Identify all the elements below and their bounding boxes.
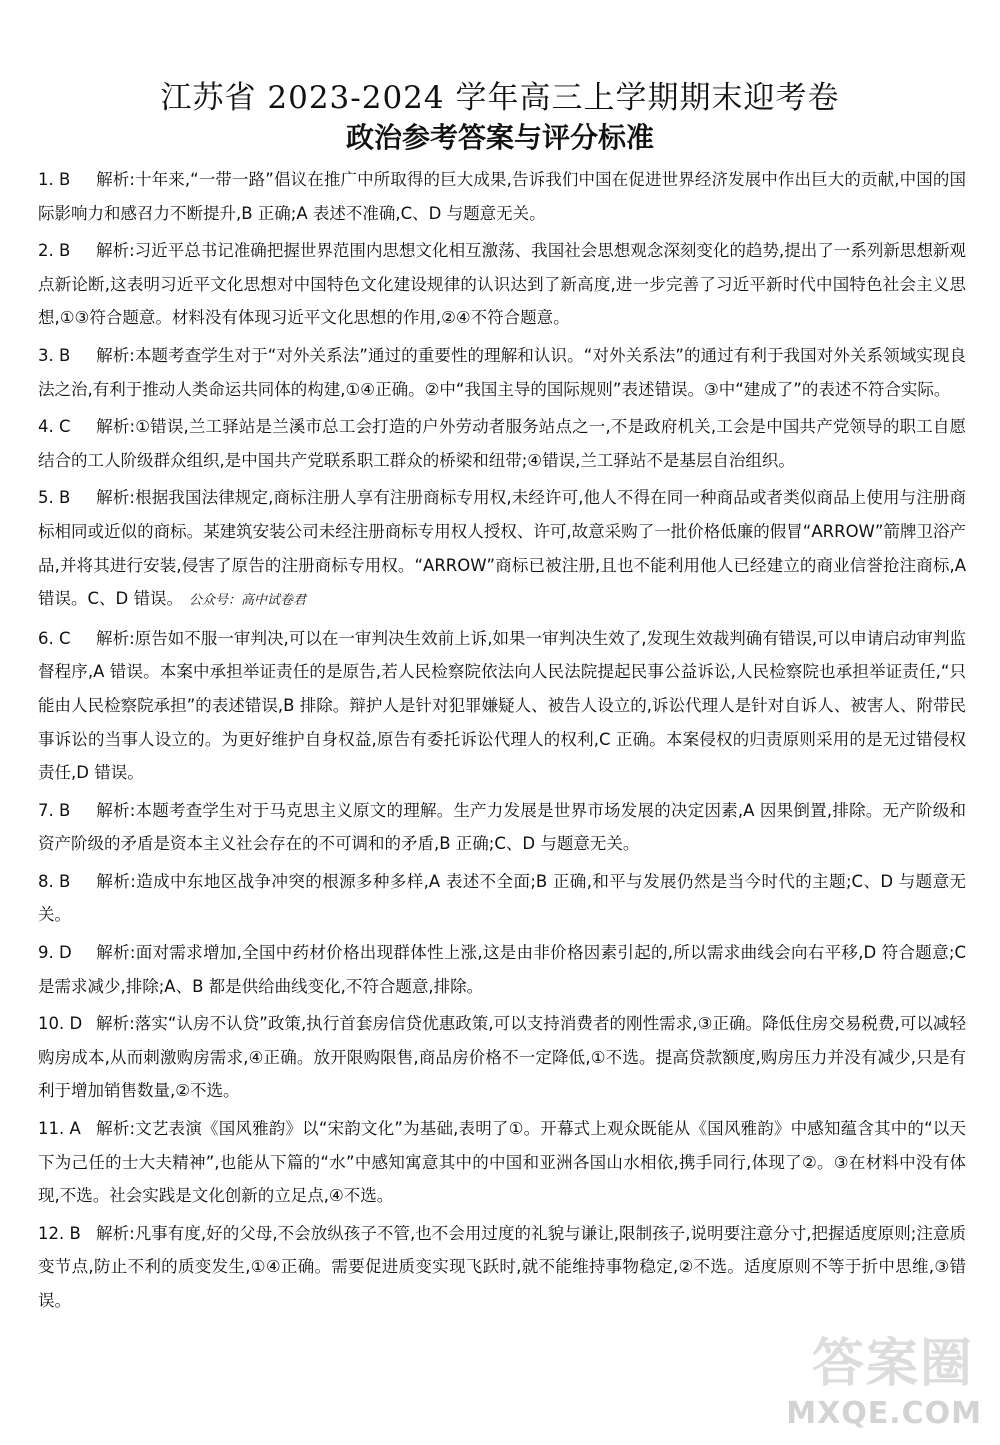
answer-item [38,865,966,932]
answer-number: 8. B [38,871,71,891]
answer-text: 解析:习近平总书记准确把握世界范围内思想文化相互激荡、我国社会思想观念深刻变化的趋势,提出了一系列新思想新观点新论断,这表明习近平文化思想对中国特色文化建设规律的认识达到了新高度,进一步完善了习近平新时代中国特色社会主义思想,①③符合题意。材料没有体现习近平文化思想的作用,②④不符合题意。 [38,241,966,328]
answer-number: 6. C [38,628,71,648]
answer-number: 1. B [38,170,71,189]
answer-number: 11. A [38,1119,81,1139]
answer-number: 5. B [38,488,71,508]
answer-item [38,794,966,861]
answer-text: 解析:本题考查学生对于马克思主义原文的理解。生产力发展是世界市场发展的决定因素,A 因果倒置,排除。无产阶级和资产阶级的矛盾是资本主义社会存在的不可调和的矛盾,B 正确;C、D 与题意无关。 [38,800,966,854]
answer-text: 解析:本题考查学生对于“对外关系法”通过的重要性的理解和认识。“对外关系法”的通过有利于我国对外关系领域实现良法之治,有利于推动人类命运共同体的构建,①④正确。②中“我国主导的国际规则”表述错误。③中“建成了”的表述不符合实际。 [38,345,966,399]
page-subtitle: 政治参考答案与评分标准 [345,121,654,154]
answer-item [38,163,966,230]
answer-item [38,339,966,406]
answer-number: 4. C [38,417,71,437]
watermark-logo: 答案圈 [811,1334,974,1394]
answer-text: 解析:面对需求增加,全国中药材价格出现群体性上涨,这是由非价格因素引起的,所以需求曲线会向右平移,D 符合题意;C 是需求减少,排除;A、B 都是供给曲线变化,不符合题意,排除。 [38,943,966,996]
answer-number: 7. B [38,800,71,820]
answer-item [38,622,966,790]
watermark [786,1321,982,1431]
answer-text: 解析:十年来,“一带一路”倡议在推广中所取得的巨大成果,告诉我们中国在促进世界经济发展中作出巨大的贡献,中国的国际影响力和感召力不断提升,B 正确;A 表述不准确,C、D 与题意无关。 [38,170,966,223]
source-note: 公众号：高中试卷君 [188,593,306,609]
answer-number: 2. B [38,241,71,261]
answer-number: 10. D [38,1014,83,1034]
watermark-site: MXQE.COM [786,1396,982,1431]
answer-list [38,163,966,1322]
answer-text: 解析:凡事有度,好的父母,不会放纵孩子不管,也不会用过度的礼貌与谦让,限制孩子,说明要注意分寸,把握适度原则;注意质变节点,防止不利的质变发生,①④正确。需要促进质变实现飞跃时,就不能维持事物稳定,②不选。适度原则不等于折中思维,③错误。 [38,1223,966,1310]
answer-number: 3. B [38,345,71,365]
answer-text: 解析:原告如不服一审判决,可以在一审判决生效前上诉,如果一审判决生效了,发现生效裁判确有错误,可以申请启动审判监督程序,A 错误。本案中承担举证责任的是原告,若人民检察院依法向人民法院提起民事公益诉讼,人民检察院也承担举证责任,“只能由人民检察院承担”的表述错误,B 排除。辩护人是针对犯罪嫌疑人、被告人设立的,诉讼代理人是针对自诉人、被害人、附带民事诉讼的当事人设立的。为更好维护自身权益,原告有委托诉讼代理人的权利,C 正确。本案侵权的归责原则采用的是无过错侵权责任,D 错误。 [38,628,966,783]
answer-text: 解析:①错误,兰工驿站是兰溪市总工会打造的户外劳动者服务站点之一,不是政府机关,工会是中国共产党领导的职工自愿结合的工人阶级群众组织,是中国共产党联系职工群众的桥梁和纽带;④错误,兰工驿站不是基层自治组织。 [38,417,966,470]
answer-item [38,234,966,335]
answer-item [38,1217,966,1318]
answer-text: 解析:文艺表演《国风雅韵》以“宋韵文化”为基础,表明了①。开幕式上观众既能从《国风雅韵》中感知蕴含其中的“以天下为己任的士大夫精神”,也能从下篇的“水”中感知寓意其中的中国和亚洲各国山水相依,携手同行,体现了②。③在材料中没有体现,不选。社会实践是文化创新的立足点,④不选。 [38,1119,966,1206]
answer-number: 12. B [38,1223,81,1243]
answer-item [38,481,966,617]
answer-item [38,410,966,477]
answer-text: 解析:造成中东地区战争冲突的根源多种多样,A 表述不全面;B 正确,和平与发展仍然是当今时代的主题;C、D 与题意无关。 [38,871,966,925]
answer-item [38,936,966,1003]
answer-number: 9. D [38,943,72,963]
answer-item [38,1007,966,1108]
page-title: 江苏省 2023-2024 学年高三上学期期末迎考卷 [160,80,840,116]
answer-text: 解析:根据我国法律规定,商标注册人享有注册商标专用权,未经许可,他人不得在同一种商品或者类似商品上使用与注册商标相同或近似的商标。某建筑安装公司未经注册商标专用权人授权、许可,故意采购了一批价格低廉的假冒“ARROW”箭牌卫浴产品,并将其进行安装,侵害了原告的注册商标专用权。“ARROW”商标已被注册,且也不能利用他人已经建立的商业信誉抢注商标,A 错误。C、D 错误。 [38,488,966,609]
answer-item [38,1112,966,1213]
answer-text: 解析:落实“认房不认贷”政策,执行首套房信贷优惠政策,可以支持消费者的刚性需求,③正确。降低住房交易税费,可以减轻购房成本,从而刺激购房需求,④正确。放开限购限售,商品房价格不一定降低,①不选。提高贷款额度,购房压力并没有减少,只是有利于增加销售数量,②不选。 [38,1014,966,1101]
